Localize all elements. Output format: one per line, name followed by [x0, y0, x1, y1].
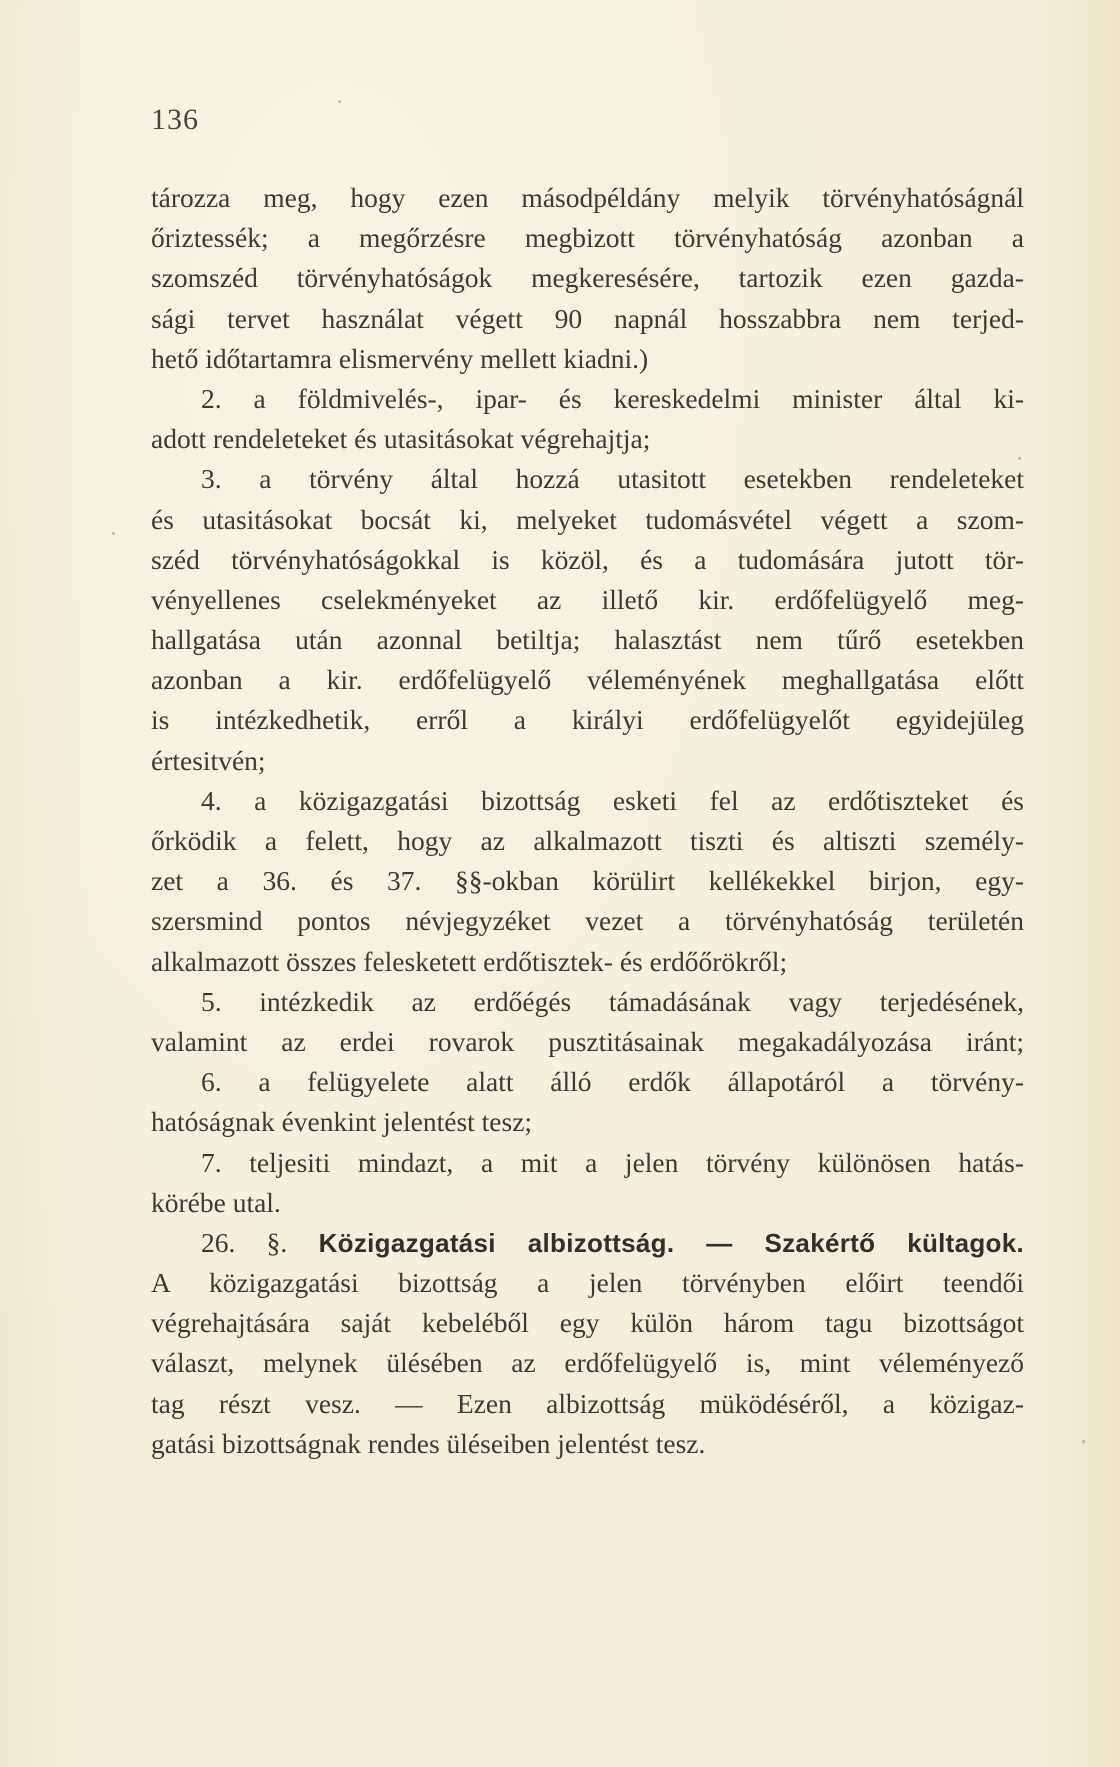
text-line: őriztessék; a megőrzésre megbizott törvényhatóság azonban a — [151, 222, 1024, 254]
text-line: hető időtartamra elismervény mellett kiadni.) — [151, 342, 649, 374]
paper-speck — [1018, 457, 1021, 460]
page-number: 136 — [151, 103, 199, 136]
text-line: is intézkedhetik, erről a királyi erdőfelügyelőt egyidejüleg — [151, 704, 1024, 736]
body-text — [151, 178, 1024, 1223]
section-number: 26. §. — [201, 1226, 288, 1258]
text-line: választ, melynek ülésében az erdőfelügyelő is, mint véleményező — [151, 1347, 1024, 1379]
text-line: hatóságnak évenkint jelentést tesz; — [151, 1106, 533, 1138]
paper-speck — [1082, 1440, 1085, 1443]
text-line: és utasitásokat bocsát ki, melyeket tudomásvétel végett a szom- — [151, 503, 1024, 535]
section-text — [151, 1263, 1024, 1464]
text-line: hallgatása után azonnal betiltja; halasztást nem tűrő esetekben — [151, 624, 1024, 656]
text-line: adott rendeleteket és utasitásokat végrehajtja; — [151, 423, 651, 455]
text-line: tag részt vesz. — Ezen albizottság müködéséről, a közigaz- — [151, 1387, 1024, 1419]
text-line: 2. a földmivelés-, ipar- és kereskedelmi minister által ki- — [201, 382, 1024, 414]
paper-speck — [338, 100, 341, 103]
text-line: gatási bizottságnak rendes üléseiben jelentést tesz. — [151, 1427, 706, 1459]
text-line: 7. teljesiti mindazt, a mit a jelen törvény különösen hatás- — [201, 1146, 1024, 1178]
text-line: 3. a törvény által hozzá utasitott esetekben rendeleteket — [201, 463, 1024, 495]
text-line: 6. a felügyelete alatt álló erdők állapotáról a törvény- — [201, 1066, 1024, 1098]
text-line: azonban a kir. erdőfelügyelő véleményének meghallgatása előtt — [151, 664, 1024, 696]
text-line: 4. a közigazgatási bizottság esketi fel az erdőtiszteket és — [201, 784, 1024, 816]
section-heading-line — [151, 1223, 1024, 1263]
text-line: zet a 36. és 37. §§-okban körülirt kellékekkel birjon, egy- — [151, 865, 1024, 897]
page-body — [151, 178, 1024, 1464]
text-line: szersmind pontos névjegyzéket vezet a törvényhatóság területén — [151, 905, 1024, 937]
paper-speck — [112, 532, 115, 535]
text-line: őrködik a felett, hogy az alkalmazott tiszti és altiszti személy- — [151, 825, 1024, 856]
text-line: valamint az erdei rovarok pusztitásainak megakadályozása iránt; — [151, 1025, 1024, 1057]
text-line: 5. intézkedik az erdőégés támadásának vagy terjedésének, — [201, 985, 1024, 1017]
text-line: vényellenes cselekményeket az illető kir. erdőfelügyelő meg- — [151, 583, 1024, 615]
text-line: széd törvényhatóságokkal is közöl, és a tudomására jutott tör- — [151, 543, 1024, 575]
text-line: értesitvén; — [151, 744, 266, 776]
text-line: szomszéd törvényhatóságok megkeresésére, tartozik ezen gazda- — [151, 262, 1024, 294]
text-line: végrehajtására saját kebeléből egy külön három tagu bizottságot — [151, 1307, 1024, 1339]
text-line: sági tervet használat végett 90 napnál hosszabbra nem terjed- — [151, 302, 1024, 334]
text-line: tározza meg, hogy ezen másodpéldány melyik törvényhatóságnál — [151, 182, 1024, 213]
text-line: körébe utal. — [151, 1186, 281, 1218]
section-heading: Közigazgatási albizottság. — Szakértő kültagok. — [318, 1227, 1024, 1258]
text-line: A közigazgatási bizottság a jelen törvényben előirt teendői — [151, 1267, 1024, 1299]
text-line: alkalmazott összes felesketett erdőtisztek- és erdőőrökről; — [151, 945, 788, 977]
